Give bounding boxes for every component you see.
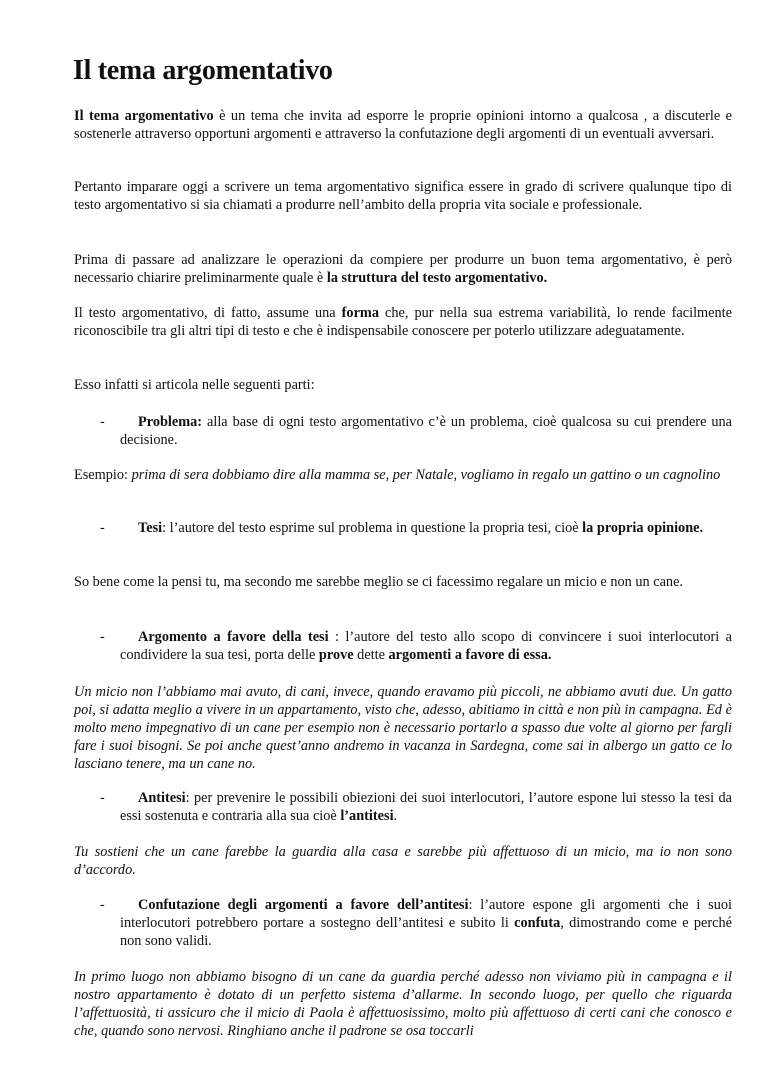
bold-term: prove [318,647,354,663]
bold-term: Confutazione degli argomenti a favore dell’antitesi [138,897,469,913]
italic-example: prima di sera dobbiamo dire alla mamma se, per Natale, vogliamo in regalo un gattino o un cagnolino [131,467,721,483]
intro-paragraph [74,107,732,143]
list-item-argomento [74,628,732,664]
text: : l’autore del testo esprime sul problema in questione la propria tesi, cioè [162,520,583,536]
example-antitesi: Tu sostieni che un cane farebbe la guardia alla casa e sarebbe più affettuoso di un micio, ma io non sono d’accordo. [74,844,732,878]
page-title: Il tema argomentativo [73,55,333,86]
parts-intro: Esso infatti si articola nelle seguenti parti: [74,377,315,393]
bold-term: confuta [514,915,561,931]
text: è un tema che invita ad esporre le proprie opinioni intorno a qualcosa , a discuterle e sostenerle attraverso opportuni argomenti e attraverso la confutazione degli argomenti di un eventuali avversari. [74,108,732,142]
text: Il testo argomentativo, di fatto, assume una [74,305,342,321]
list-item-tesi [74,519,732,537]
bold-term: Tesi [138,520,163,536]
bullet-dash: - [100,414,105,430]
bold-term: Problema: [138,414,203,430]
structure-paragraph [74,251,732,287]
example-tesi: So bene come la pensi tu, ma secondo me sarebbe meglio se ci facessimo regalare un micio e non un cane. [74,574,683,590]
text: : per prevenire le possibili obiezioni dei suoi interlocutori, l’autore espone lui stesso la tesi da essi sostenuta e contraria alla sua cioè [120,790,732,824]
example-confutazione: In primo luogo non abbiamo bisogno di un cane da guardia perché adesso non viviamo più in campagna e il nostro appartamento è dotato di un perfetto sistema d’allarme. In secondo luogo, per quello che riguarda l’affettuosità, ti assicuro che il micio di Paola è affettuosissimo, molto più affettuoso di certi cani che conosco e che, quando sono nervosi. Ringhiano anche il padrone se osa toccarli [74,969,732,1039]
text: : l’autore del testo allo scopo di convincere i suoi interlocutori a condividere la sua tesi, porta delle [120,629,732,663]
example-problema [74,466,732,484]
text: Esempio: [74,467,132,483]
bold-term: Antitesi [138,790,186,806]
bold-term: argomenti a favore di essa. [388,647,552,663]
bold-term: l’antitesi [340,808,394,824]
bold-term: forma [341,305,379,321]
bold-term: la struttura del testo argomentativo. [326,270,548,286]
bold-term: la propria opinione. [582,520,704,536]
text: : l’autore espone gli argomenti che i suoi interlocutori potrebbero portare a sostegno dell’antitesi e subito li [120,897,732,931]
text: che, pur nella sua estrema variabilità, lo rende facilmente riconoscibile tra gli altri tipi di testo e che è indispensabile conoscere per poterlo utilizzare adeguatamente. [74,305,732,339]
text: , dimostrando come e perché non sono validi. [120,915,732,949]
bold-term: Il tema argomentativo [74,108,214,124]
list-item-confutazione [74,896,732,950]
bullet-dash: - [100,897,105,913]
text: . [393,808,398,824]
purpose-paragraph: Pertanto imparare oggi a scrivere un tema argomentativo significa essere in grado di scrivere qualunque tipo di testo argomentativo si sia chiamati a produrre nell’ambito della propria vita sociale e professionale. [74,179,732,213]
bullet-dash: - [100,520,105,536]
example-argomento: Un micio non l’abbiamo mai avuto, di cani, invece, quando eravamo più piccoli, ne abbiamo avuti due. Un gatto poi, si adatta meglio a vivere in un appartamento, visto che, adesso, abitiamo in città e non più in campagna. Ed è molto meno impegnativo di un cane per esempio non è necessario portarlo a spasso due volte al giorno per fargli fare i suoi bisogni. Se poi anche quest’anno andremo in vacanza in Sardegna, come sai in albergo un gatto ce lo lasciano tenere, ma un cane no. [74,684,732,772]
bullet-dash: - [100,629,105,645]
text: dette [353,647,389,663]
list-item-antitesi [74,789,732,825]
text: Prima di passare ad analizzare le operazioni da compiere per produrre un buon tema argomentativo, è però necessario chiarire preliminarmente quale è [74,252,732,286]
form-paragraph [74,304,732,340]
list-item-problema [74,413,732,449]
bullet-dash: - [100,790,105,806]
text: alla base di ogni testo argomentativo c’è un problema, cioè qualcosa su cui prendere una decisione. [120,414,732,448]
bold-term: Argomento a favore della tesi [138,629,329,645]
